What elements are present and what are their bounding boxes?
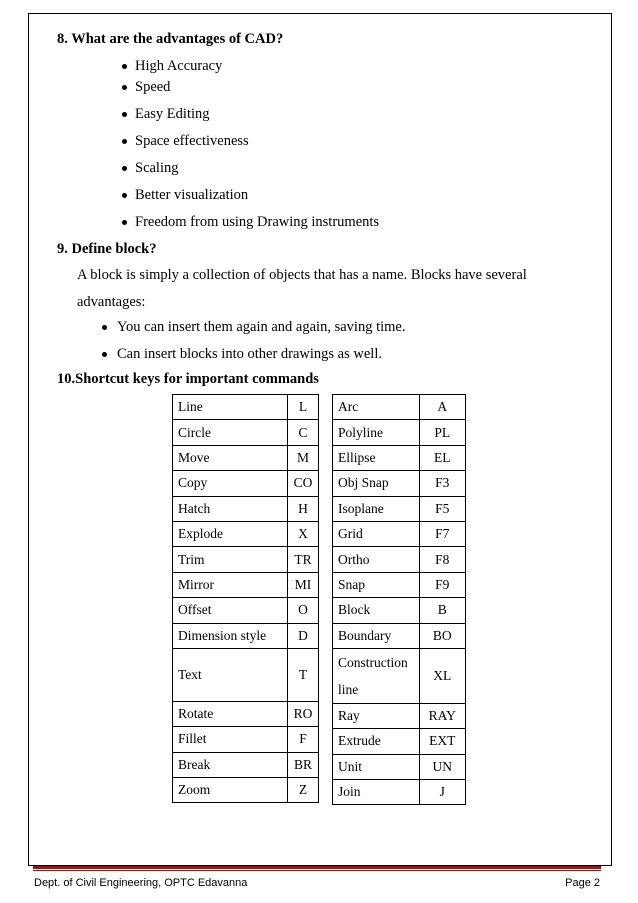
key-cell: RO [288,701,319,726]
bullet-dot [102,352,107,357]
command-cell: Ortho [333,547,420,572]
table-row [333,729,466,754]
table-row [333,547,466,572]
key-cell: F [288,727,319,752]
bullet-dot [122,193,127,198]
command-cell: Text [173,648,288,701]
table-row [333,648,466,703]
command-cell: Offset [173,598,288,623]
table-row [173,471,319,496]
table-row [333,623,466,648]
page-border [28,13,612,866]
command-cell: Fillet [173,727,288,752]
command-cell: Unit [333,754,420,779]
list-item: You can insert them again and again, saving time. [117,319,406,335]
key-cell: M [288,445,319,470]
command-cell: Mirror [173,572,288,597]
table-row [173,395,319,420]
list-item: High Accuracy [135,58,223,74]
q10-heading: 10.Shortcut keys for important commands [57,371,319,387]
command-cell: Line [173,395,288,420]
table-row [173,752,319,777]
key-cell: C [288,420,319,445]
list-item: Scaling [135,160,179,176]
key-cell: MI [288,572,319,597]
table-row [333,395,466,420]
key-cell: D [288,623,319,648]
footer-rule-thick [33,866,601,869]
table-row [333,780,466,805]
table-row [333,420,466,445]
key-cell: F8 [419,547,465,572]
command-cell: Obj Snap [333,471,420,496]
key-cell: J [419,780,465,805]
key-cell: F5 [419,496,465,521]
key-cell: XL [419,648,465,703]
shortcut-table-right [332,394,466,805]
key-cell: B [419,598,465,623]
command-cell: Snap [333,572,420,597]
table-row [173,496,319,521]
command-cell: Copy [173,471,288,496]
bullet-dot [122,64,127,69]
command-cell: Block [333,598,420,623]
key-cell: L [288,395,319,420]
command-cell: Join [333,780,420,805]
shortcut-table-left [172,394,319,803]
key-cell: EL [419,445,465,470]
footer-department: Dept. of Civil Engineering, OPTC Edavanna [34,877,248,889]
table-row [333,572,466,597]
bullet-dot [122,85,127,90]
command-cell: Ellipse [333,445,420,470]
list-item: Speed [135,79,171,95]
key-cell: F7 [419,521,465,546]
command-cell: Dimension style [173,623,288,648]
table-row [173,778,319,803]
bullet-dot [122,166,127,171]
list-item: Space effectiveness [135,133,249,149]
table-row [173,572,319,597]
table-row [173,727,319,752]
command-cell [333,648,420,703]
command-cell: Circle [173,420,288,445]
footer-rule-thin [33,870,601,871]
list-item: Freedom from using Drawing instruments [135,214,380,230]
key-cell: H [288,496,319,521]
key-cell: O [288,598,319,623]
key-cell: UN [419,754,465,779]
q9-paragraph-line1: A block is simply a collection of objects that has a name. Blocks have several [77,267,527,283]
command-cell: Isoplane [333,496,420,521]
command-line2: line [338,681,359,697]
key-cell: BO [419,623,465,648]
key-cell: F9 [419,572,465,597]
command-cell: Hatch [173,496,288,521]
table-row [173,420,319,445]
q8-heading: 8. What are the advantages of CAD? [57,31,284,47]
table-row [173,623,319,648]
q9-heading: 9. Define block? [57,241,157,257]
key-cell: TR [288,547,319,572]
key-cell: Z [288,778,319,803]
command-cell: Break [173,752,288,777]
table-row [173,521,319,546]
bullet-dot [122,139,127,144]
key-cell: F3 [419,471,465,496]
table-row [333,598,466,623]
command-cell: Grid [333,521,420,546]
q9-paragraph-line2: advantages: [77,294,146,310]
command-line1: Construction [338,654,408,670]
bullet-dot [102,325,107,330]
command-cell: Rotate [173,701,288,726]
command-cell: Trim [173,547,288,572]
key-cell: X [288,521,319,546]
bullet-dot [122,220,127,225]
bullet-dot [122,112,127,117]
command-cell: Extrude [333,729,420,754]
key-cell: BR [288,752,319,777]
command-cell: Explode [173,521,288,546]
table-row [173,701,319,726]
table-row [173,547,319,572]
key-cell: A [419,395,465,420]
table-row [333,521,466,546]
command-cell: Move [173,445,288,470]
table-row [173,445,319,470]
command-cell: Arc [333,395,420,420]
key-cell: RAY [419,703,465,728]
table-row [333,703,466,728]
table-row [333,471,466,496]
command-cell: Zoom [173,778,288,803]
table-row [333,445,466,470]
command-cell: Ray [333,703,420,728]
command-cell: Polyline [333,420,420,445]
list-item: Can insert blocks into other drawings as well. [117,346,382,362]
list-item: Easy Editing [135,106,210,122]
table-row [173,648,319,701]
table-row [173,598,319,623]
key-cell: EXT [419,729,465,754]
table-row [333,754,466,779]
key-cell: T [288,648,319,701]
table-row [333,496,466,521]
footer-page-number: Page 2 [565,877,600,889]
command-cell: Boundary [333,623,420,648]
key-cell: CO [288,471,319,496]
list-item: Better visualization [135,187,249,203]
key-cell: PL [419,420,465,445]
